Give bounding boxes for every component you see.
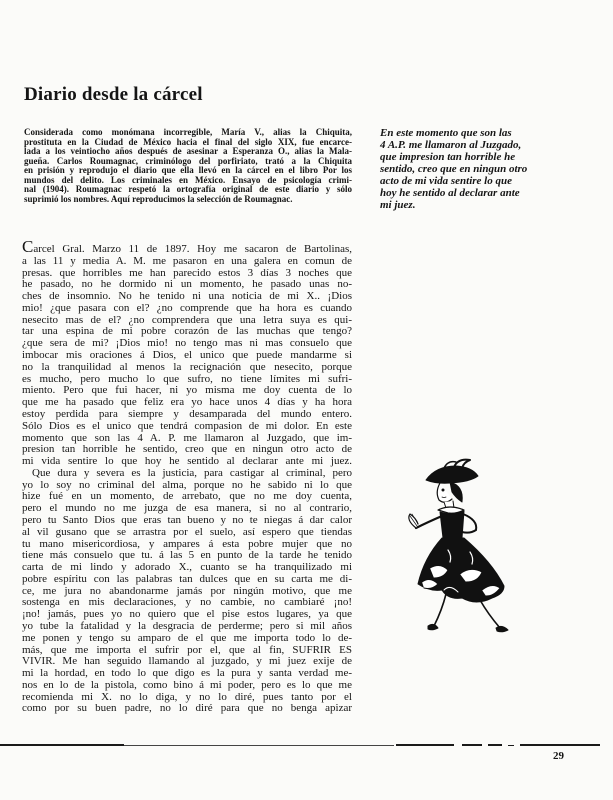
body-line: yo tube la fatalidad y la desgracia de perderme; pero si mil años bbox=[22, 620, 352, 632]
intro-line: nal (1904). Roumagnac respetó la ortografía original de este diario y sólo bbox=[24, 184, 352, 194]
pull-quote-line: acto de mi vida sentire lo que bbox=[380, 175, 512, 187]
pull-quote-line: mi juez. bbox=[380, 199, 416, 211]
body-line: pero tu Santo Dios que eras tan bueno y no te niegas á dar calor bbox=[22, 513, 352, 526]
body-line: a las 11 y media A. M. me pasaron en una galera en comun de bbox=[22, 254, 352, 267]
intro-line: Considerada como monómana incorregible, María V., alias la Chiquita, bbox=[24, 127, 352, 137]
body-line: recomienda mi X. no lo diga, y no lo diré, pues tanto por el bbox=[22, 690, 352, 703]
body-line: ¡no! jamás, pues yo no quiero que el pise estos lugares, ya que bbox=[22, 608, 352, 621]
pull-quote-line: 4 A.P. me llamaron al Juzgado, bbox=[380, 139, 522, 151]
drop-cap: C bbox=[22, 237, 34, 256]
dancer-illustration bbox=[400, 458, 520, 638]
body-line-text: arcel Gral. Marzo 11 de 1897. Hoy me sacaron de Bartolinas, bbox=[33, 243, 352, 255]
body-line: mi la hordad, en todo lo que digo es la pura y santa verdad me- bbox=[22, 667, 352, 680]
body-line: tiene más consuelo que tu. á las 5 en punto de la tarde he tenido bbox=[22, 549, 352, 562]
body-line: ce, me jura no abandonarme jamás por ningún motivo, que me bbox=[22, 584, 352, 597]
body-line: presion tan horrible he sentido, creo que en ningun otro acto de bbox=[22, 443, 352, 456]
pull-quote bbox=[380, 127, 580, 211]
intro-line: suprimió los nombres. Aquí reproducimos la selección de Roumagnac. bbox=[24, 193, 293, 204]
diary-text bbox=[22, 237, 352, 715]
body-line: miento. Pero que fui hacer, ni yo misma me doy cuenta de lo bbox=[22, 384, 352, 397]
body-line: Sólo Dios es el unico que tendrá compasion de mi dolor. En este bbox=[22, 419, 352, 432]
article-title: Diario desde la cárcel bbox=[24, 84, 203, 105]
body-line: me ponen y tengo su amparo de el que me importa todo lo de- bbox=[22, 631, 352, 644]
body-line: pobre espíritu con las palabras tan dulces que en su carta me di- bbox=[22, 572, 352, 585]
body-line: presas. que horribles me han parecido estos 3 días 3 noches que bbox=[22, 266, 352, 279]
body-line: momento que son las 4 A. P. me llamaron al Juzgado, que im- bbox=[22, 431, 352, 444]
body-line: nesecito mas de el? ¿no comprendera que una letra suya es qui- bbox=[22, 313, 352, 326]
body-line: yo lo soy no criminal del alma, porque no he sabido ni lo que bbox=[22, 478, 352, 491]
body-line: más, que me importa el sufrir por el, que al fin, SUFRIR ES bbox=[22, 643, 352, 656]
body-line: como por su buen padre, no lo diré para que no benga apizar bbox=[22, 702, 352, 715]
pull-quote-line: En este momento que son las bbox=[380, 127, 512, 139]
body-line: tu mano misericordiosa, y ampares á esta pobre mujer que no bbox=[22, 537, 352, 550]
footer-rule bbox=[396, 744, 454, 746]
body-line: ches de insomnio. No he tenido ni una noticia de mi X.. ¡Dios bbox=[22, 290, 352, 303]
body-line: he pasado, no he dormido ni un momento, he pasado unas no- bbox=[22, 278, 352, 291]
footer-rule bbox=[462, 744, 482, 746]
footer-rule bbox=[124, 745, 394, 746]
intro-line: lada a los veintiocho años después de asesinar a Esperanza O., alias la Mala- bbox=[24, 146, 352, 156]
pull-quote-line: que impresion tan horrible he bbox=[380, 151, 516, 163]
intro-line: gueña. Carlos Roumagnac, criminólogo del porfiriato, trató a la Chiquita bbox=[24, 155, 352, 166]
footer-rule bbox=[0, 744, 124, 746]
body-line: estoy perdida para siempre y desamparada del mundo entero. bbox=[22, 407, 352, 420]
body-line: nos en lo de la pistola, como bino á mi poder, pero es lo que me bbox=[22, 678, 352, 691]
body-line: carta de mi lindo y adorado X., cuanto se ha tranquilizado mi bbox=[22, 561, 352, 574]
footer-rule bbox=[488, 744, 502, 746]
intro-line: prostituta en la Ciudad de México hacia el final del siglo XIX, fue encarce- bbox=[24, 136, 352, 147]
body-line: mio! ¿que pasara con el? ¿no comprende que ha hora es cuando bbox=[22, 301, 352, 314]
intro-line: mundos del delito. Los criminales en México. Ensayo de psicología crimi- bbox=[24, 174, 352, 185]
body-line: hize fué en un momento, de arrebato, que no me doy cuenta, bbox=[22, 490, 352, 503]
body-line: ¿que sera de mi? ¡Dios mio! no tengo mas ni mas consuelo que bbox=[22, 337, 352, 350]
body-line: es mucho, pero mucho lo que sufro, no tiene límites mi sufri- bbox=[22, 372, 352, 385]
pull-quote-line: sentido, creo que en ningun otro bbox=[380, 163, 528, 175]
body-line-first bbox=[22, 237, 352, 256]
footer-rule bbox=[508, 745, 514, 746]
body-line: imbocar mis oraciones á Dios, el unico que puede mandarme si bbox=[22, 349, 352, 362]
body-line: sostenga en mis declaraciones, y no cambie, no cambiaré ¡no! bbox=[22, 596, 352, 609]
body-line: Que dura y severa es la justicia, para castigar al criminal, pero bbox=[32, 466, 352, 479]
intro-paragraph bbox=[24, 128, 352, 204]
intro-line: en prisión y reprodujo el diario que ella llevó en la cárcel en el libro Por los bbox=[24, 165, 352, 175]
footer-rule bbox=[520, 744, 600, 746]
body-line: no la tranquilidad al menos la recignación que nesecito, porque bbox=[22, 360, 352, 373]
body-line: al vil gusano que se arrastra por el suelo, así espero que tiendas bbox=[22, 525, 352, 538]
body-line: pero el mundo no me juzga de esa manera, si no al contrario, bbox=[22, 502, 352, 515]
page-number: 29 bbox=[553, 750, 564, 762]
pull-quote-line: hoy he sentido al declarar ante bbox=[380, 187, 520, 199]
body-line: que me ha pasado que feliz era yo hace unos 4 días y ha hora bbox=[22, 396, 352, 409]
body-line: tar una espina de mi pobre corazón de las muchas que tengo? bbox=[22, 325, 352, 338]
body-line: mi vida sentire lo que hoy he sentido al declarar ante mi juez. bbox=[22, 455, 352, 468]
body-line: VIVIR. Me han seguido llamando al juzgado, y mi juez exije de bbox=[22, 655, 352, 668]
